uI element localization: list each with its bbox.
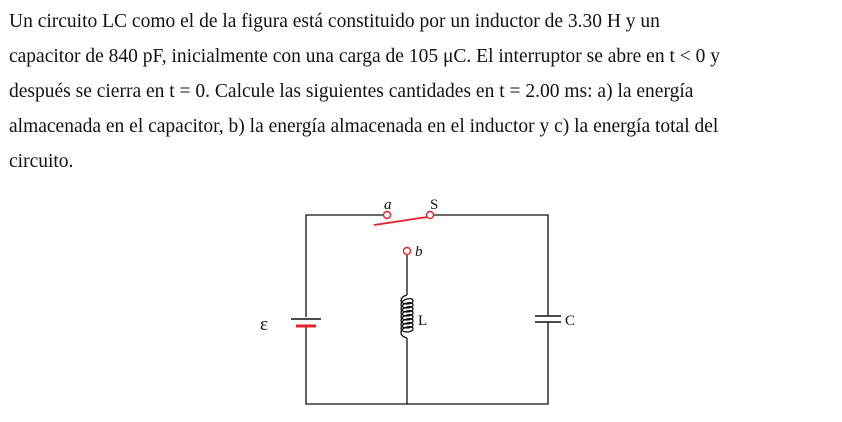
circuit-wires	[306, 215, 548, 404]
label-s: S	[430, 197, 439, 213]
label-emf: ε	[260, 314, 268, 335]
contact-b	[404, 248, 411, 255]
switch	[374, 212, 434, 226]
problem-line-5: circuito.	[9, 151, 74, 172]
problem-line-2: capacitor de 840 pF, inicialmente con una carga de 105 μC. El interruptor se abre en t < 0 y	[9, 46, 721, 67]
battery-emf	[291, 319, 321, 326]
capacitor	[535, 316, 561, 322]
inductor-coil	[401, 295, 413, 338]
problem-line-1: Un circuito LC como el de la figura está constituido por un inductor de 3.30 H y un	[9, 11, 660, 32]
label-b: b	[415, 244, 423, 260]
problem-line-4: almacenada en el capacitor, b) la energía almacenada en el inductor y c) la energía total del	[9, 116, 719, 137]
label-l: L	[418, 313, 428, 329]
problem-line-3: después se cierra en t = 0. Calcule las siguientes cantidades en t = 2.00 ms: a) la energía	[9, 81, 694, 102]
label-a: a	[384, 197, 392, 213]
label-c: C	[565, 313, 576, 329]
